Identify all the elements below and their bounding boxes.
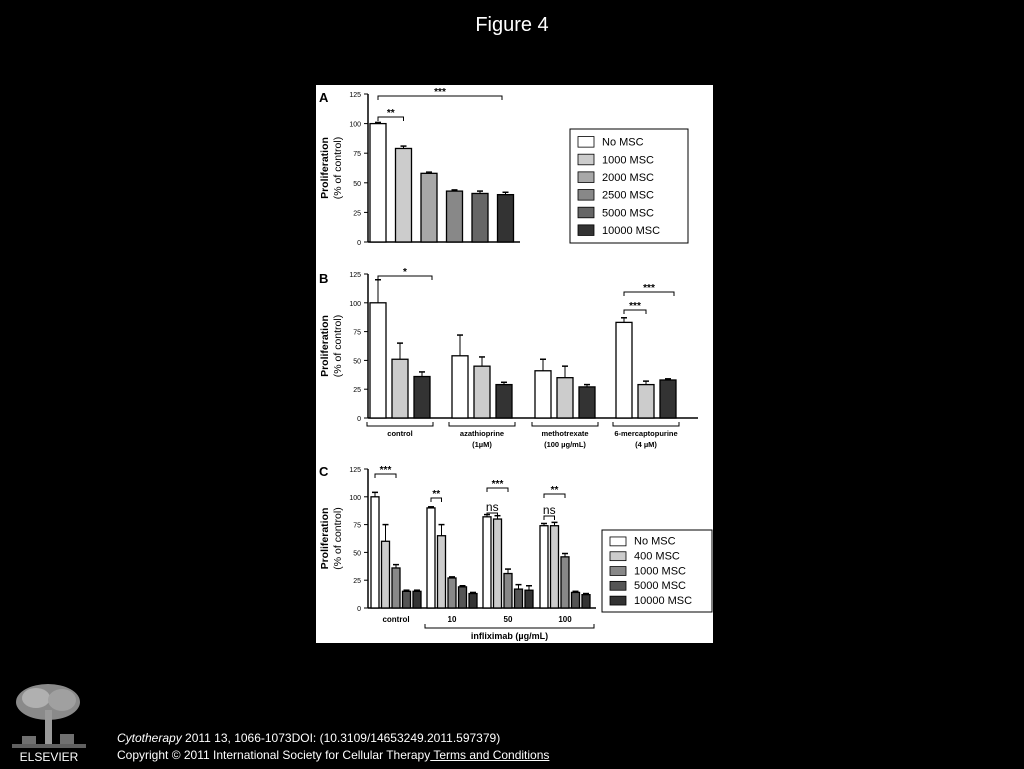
legend-label: 2500 MSC xyxy=(602,189,654,202)
legend-swatch xyxy=(610,552,626,561)
bar xyxy=(396,148,412,242)
bar xyxy=(494,519,502,608)
legend-label: 1000 MSC xyxy=(634,565,686,578)
legend-label: 2000 MSC xyxy=(602,172,654,185)
y-tick-label: 100 xyxy=(349,300,361,308)
group-label: azathioprine xyxy=(459,429,505,438)
copyright-text: Copyright © 2011 International Society for Cellular Therapy xyxy=(117,748,431,762)
significance-label: * xyxy=(403,267,407,278)
group-bracket xyxy=(532,422,598,426)
panel-label: B xyxy=(319,271,329,286)
figure-panel xyxy=(316,85,713,643)
x-axis-label: infliximab (µg/mL) xyxy=(470,631,549,641)
bar xyxy=(540,526,548,608)
bar xyxy=(371,497,379,608)
legend-label: 10000 MSC xyxy=(602,225,661,238)
significance-label: ns xyxy=(485,500,499,514)
panel-label: A xyxy=(319,90,329,105)
tree-logo-icon xyxy=(8,680,90,764)
bar xyxy=(447,191,463,242)
bar xyxy=(459,587,467,608)
group-label: (100 µg/mL) xyxy=(544,440,586,449)
group-bracket xyxy=(425,624,594,628)
y-axis-label: Proliferation xyxy=(319,507,331,570)
y-tick-label: 125 xyxy=(349,467,361,474)
legend-swatch xyxy=(578,207,594,218)
legend-swatch xyxy=(578,137,594,148)
group-bracket xyxy=(613,422,679,426)
bar xyxy=(474,366,490,418)
y-tick-label: 50 xyxy=(353,550,361,558)
group-label: (1µM) xyxy=(472,440,492,449)
legend-swatch xyxy=(578,190,594,201)
legend-swatch xyxy=(578,172,594,183)
significance-label: *** xyxy=(379,465,392,476)
bar xyxy=(535,371,551,418)
group-label: 50 xyxy=(503,615,513,624)
y-tick-label: 75 xyxy=(353,151,361,159)
bar xyxy=(557,378,573,418)
y-tick-label: 100 xyxy=(349,494,361,502)
legend-swatch xyxy=(610,596,626,605)
journal-name: Cytotherapy xyxy=(117,731,182,745)
legend-swatch xyxy=(578,154,594,165)
bar xyxy=(638,385,654,418)
bar xyxy=(515,589,523,608)
significance-label: *** xyxy=(629,301,641,312)
copyright-line xyxy=(117,747,549,764)
bar xyxy=(472,193,488,242)
bar xyxy=(452,356,468,418)
y-tick-label: 0 xyxy=(357,416,361,423)
citation-line xyxy=(117,730,549,747)
bar xyxy=(392,568,400,608)
elsevier-logo xyxy=(8,680,90,764)
bar xyxy=(448,578,456,608)
bar xyxy=(551,526,559,608)
logo-text: ELSEVIER xyxy=(19,750,79,764)
bar xyxy=(382,541,390,608)
significance-label: ns xyxy=(542,503,556,517)
significance-label: ** xyxy=(432,489,441,500)
legend-label: No MSC xyxy=(602,136,644,149)
legend-swatch xyxy=(610,581,626,590)
legend-swatch xyxy=(610,537,626,546)
bar xyxy=(403,591,411,608)
y-tick-label: 25 xyxy=(353,210,361,218)
bar xyxy=(469,594,477,608)
y-axis-label: Proliferation xyxy=(319,315,331,377)
bar xyxy=(572,592,580,608)
legend-label: 5000 MSC xyxy=(634,580,686,593)
bar xyxy=(370,303,386,418)
group-bracket xyxy=(449,422,515,426)
bar xyxy=(498,195,514,242)
y-axis-label: (% of control) xyxy=(332,507,344,570)
group-label: 100 xyxy=(558,615,572,624)
page-title: Figure 4 xyxy=(475,14,549,36)
legend-label: 400 MSC xyxy=(634,550,680,563)
bar xyxy=(496,385,512,418)
group-label: methotrexate xyxy=(541,429,589,438)
y-tick-label: 50 xyxy=(353,358,361,366)
y-tick-label: 100 xyxy=(349,121,361,129)
group-label: 6-mercaptopurine xyxy=(614,429,678,438)
legend-label: No MSC xyxy=(634,535,676,548)
panel-A xyxy=(319,87,688,247)
y-tick-label: 50 xyxy=(353,180,361,188)
panel-B xyxy=(319,267,698,449)
y-tick-label: 125 xyxy=(349,272,361,279)
legend-swatch xyxy=(578,225,594,236)
bar xyxy=(561,557,569,608)
group-label: (4 µM) xyxy=(635,440,657,449)
bar xyxy=(579,387,595,418)
legend-label: 1000 MSC xyxy=(602,154,654,167)
bar xyxy=(660,380,676,418)
bar xyxy=(504,574,512,608)
legend-label: 5000 MSC xyxy=(602,207,654,220)
group-label: 10 xyxy=(447,615,457,624)
bar xyxy=(413,591,421,608)
significance-label: ** xyxy=(550,485,559,496)
bar xyxy=(427,508,435,608)
legend-swatch xyxy=(610,567,626,576)
bar xyxy=(582,595,590,608)
citation xyxy=(117,730,549,764)
panel-label: C xyxy=(319,464,329,479)
y-axis-label: Proliferation xyxy=(319,137,331,199)
y-tick-label: 75 xyxy=(353,329,361,337)
bar xyxy=(483,517,491,608)
significance-label: *** xyxy=(643,283,655,294)
significance-label: *** xyxy=(491,479,504,490)
y-tick-label: 0 xyxy=(357,240,361,247)
panel-C xyxy=(319,464,712,641)
y-tick-label: 75 xyxy=(353,522,361,530)
bar xyxy=(525,590,533,608)
y-tick-label: 0 xyxy=(357,606,361,613)
bar xyxy=(438,536,446,608)
y-tick-label: 25 xyxy=(353,387,361,395)
significance-label: *** xyxy=(434,87,446,98)
bar xyxy=(616,322,632,418)
terms-link[interactable]: Terms and Conditions xyxy=(430,748,550,762)
group-label: control xyxy=(382,615,410,624)
bar xyxy=(392,359,408,418)
bar xyxy=(414,377,430,418)
group-label: control xyxy=(387,429,413,438)
group-bracket xyxy=(367,422,433,426)
y-axis-label: (% of control) xyxy=(332,136,344,200)
citation-details: 2011 13, 1066-1073DOI: (10.3109/14653249.2011.597379) xyxy=(181,731,501,745)
bar xyxy=(421,173,437,242)
y-axis-label: (% of control) xyxy=(332,314,344,378)
significance-label: ** xyxy=(386,108,395,119)
y-tick-label: 25 xyxy=(353,578,361,586)
legend-label: 10000 MSC xyxy=(634,594,693,607)
figure-svg xyxy=(316,85,713,643)
y-tick-label: 125 xyxy=(349,92,361,99)
bar xyxy=(370,124,386,242)
